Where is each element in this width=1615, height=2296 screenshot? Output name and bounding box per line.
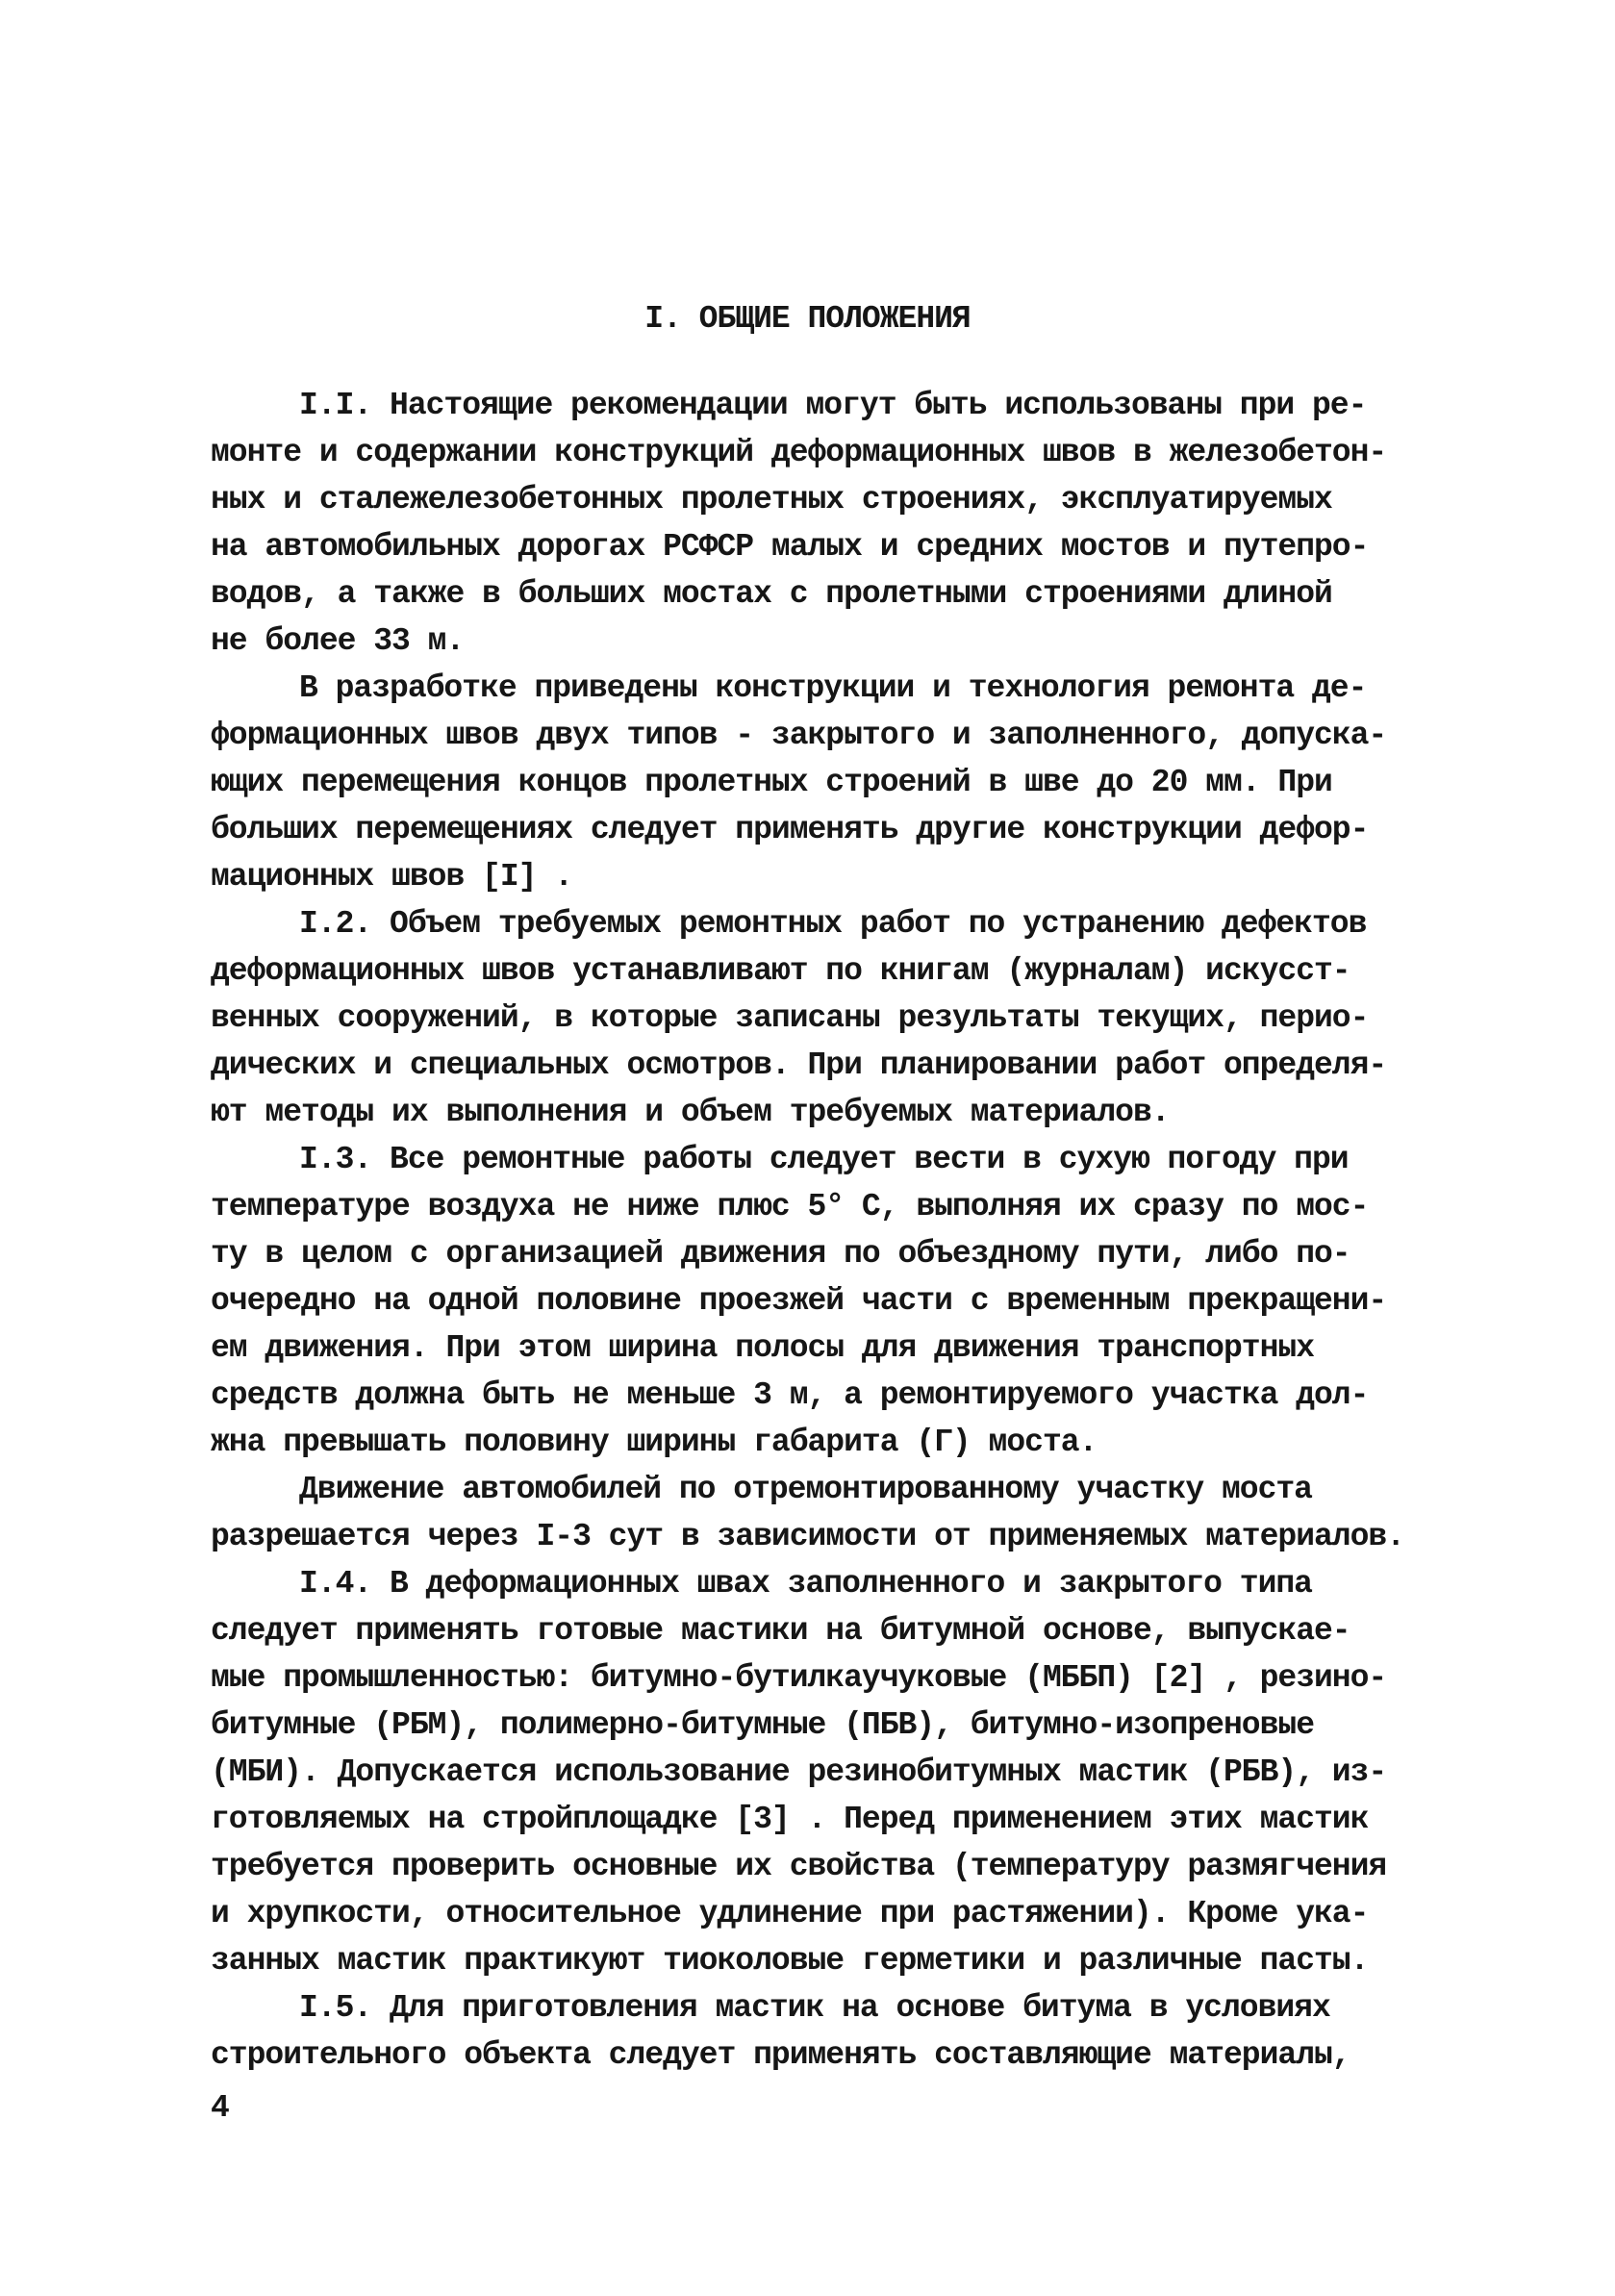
text-line: битумные (РБМ), полимерно-битумные (ПБВ), битумно-изопреновые xyxy=(211,1707,1314,1743)
page-number: 4 xyxy=(211,2090,230,2126)
text-line: строительного объекта следует применять составляющие материалы, xyxy=(211,2037,1350,2073)
text-line: температуре воздуха не ниже плюс 5° С, выполняя их сразу по мос- xyxy=(211,1189,1369,1224)
text-line: формационных швов двух типов - закрытого и заполненного, допуска- xyxy=(211,718,1387,753)
text-line: ющих перемещения концов пролетных строений в шве до 20 мм. При xyxy=(211,765,1332,800)
text-line: больших перемещениях следует применять другие конструкции дефор- xyxy=(211,812,1369,847)
text-line: монте и содержании конструкций деформационных швов в железобетон- xyxy=(211,435,1387,470)
text-line: I.I. Настоящие рекомендации могут быть использованы при ре- xyxy=(299,388,1367,423)
text-line: Движение автомобилей по отремонтированному участку моста xyxy=(299,1472,1312,1507)
text-line: I.2. Объем требуемых ремонтных работ по устранению дефектов xyxy=(299,906,1367,942)
text-line: очередно на одной половине проезжей части с временным прекращени- xyxy=(211,1283,1387,1319)
section-title: I. ОБЩИЕ ПОЛОЖЕНИЯ xyxy=(644,301,971,337)
text-line: средств должна быть не меньше 3 м, а ремонтируемого участка дол- xyxy=(211,1377,1369,1413)
text-line: венных сооружений, в которые записаны результаты текущих, перио- xyxy=(211,1000,1369,1036)
text-line: I.5. Для приготовления мастик на основе битума в условиях xyxy=(299,1990,1330,2026)
text-line: следует применять готовые мастики на битумной основе, выпускае- xyxy=(211,1613,1350,1649)
text-line: В разработке приведены конструкции и технология ремонта де- xyxy=(299,670,1367,706)
text-line: I.3. Все ремонтные работы следует вести в сухую погоду при xyxy=(299,1142,1349,1177)
text-line: мационных швов [I] . xyxy=(211,859,573,895)
text-line: не более 33 м. xyxy=(211,623,465,659)
text-line: I.4. В деформационных швах заполненного и закрытого типа xyxy=(299,1566,1312,1602)
text-line: и хрупкости, относительное удлинение при растяжении). Кроме ука- xyxy=(211,1896,1369,1931)
text-line: разрешается через I-3 сут в зависимости от применяемых материалов. xyxy=(211,1519,1405,1554)
text-line: деформационных швов устанавливают по книгам (журналам) искусст- xyxy=(211,953,1350,989)
text-line: требуется проверить основные их свойства (температуру размягчения xyxy=(211,1849,1387,1884)
text-line: жна превышать половину ширины габарита (Г) моста. xyxy=(211,1425,1098,1460)
text-line: ем движения. При этом ширина полосы для движения транспортных xyxy=(211,1330,1314,1366)
text-line: ту в целом с организацией движения по объездному пути, либо по- xyxy=(211,1236,1350,1272)
text-line: (МБИ). Допускается использование резинобитумных мастик (РБВ), из- xyxy=(211,1754,1387,1790)
text-line: водов, а также в больших мостах с пролетными строениями длиной xyxy=(211,576,1332,612)
text-line: ют методы их выполнения и объем требуемых материалов. xyxy=(211,1095,1170,1130)
text-line: дических и специальных осмотров. При планировании работ определя- xyxy=(211,1047,1387,1083)
text-line: готовляемых на стройплощадке [3] . Перед применением этих мастик xyxy=(211,1802,1369,1837)
text-line: ных и сталежелезобетонных пролетных строениях, эксплуатируемых xyxy=(211,482,1332,517)
text-line: занных мастик практикуют тиоколовые герметики и различные пасты. xyxy=(211,1943,1369,1979)
text-line: мые промышленностью: битумно-бутилкаучуковые (МББП) [2] , резино- xyxy=(211,1660,1387,1696)
text-line: на автомобильных дорогах РСФСР малых и средних мостов и путепро- xyxy=(211,529,1369,565)
